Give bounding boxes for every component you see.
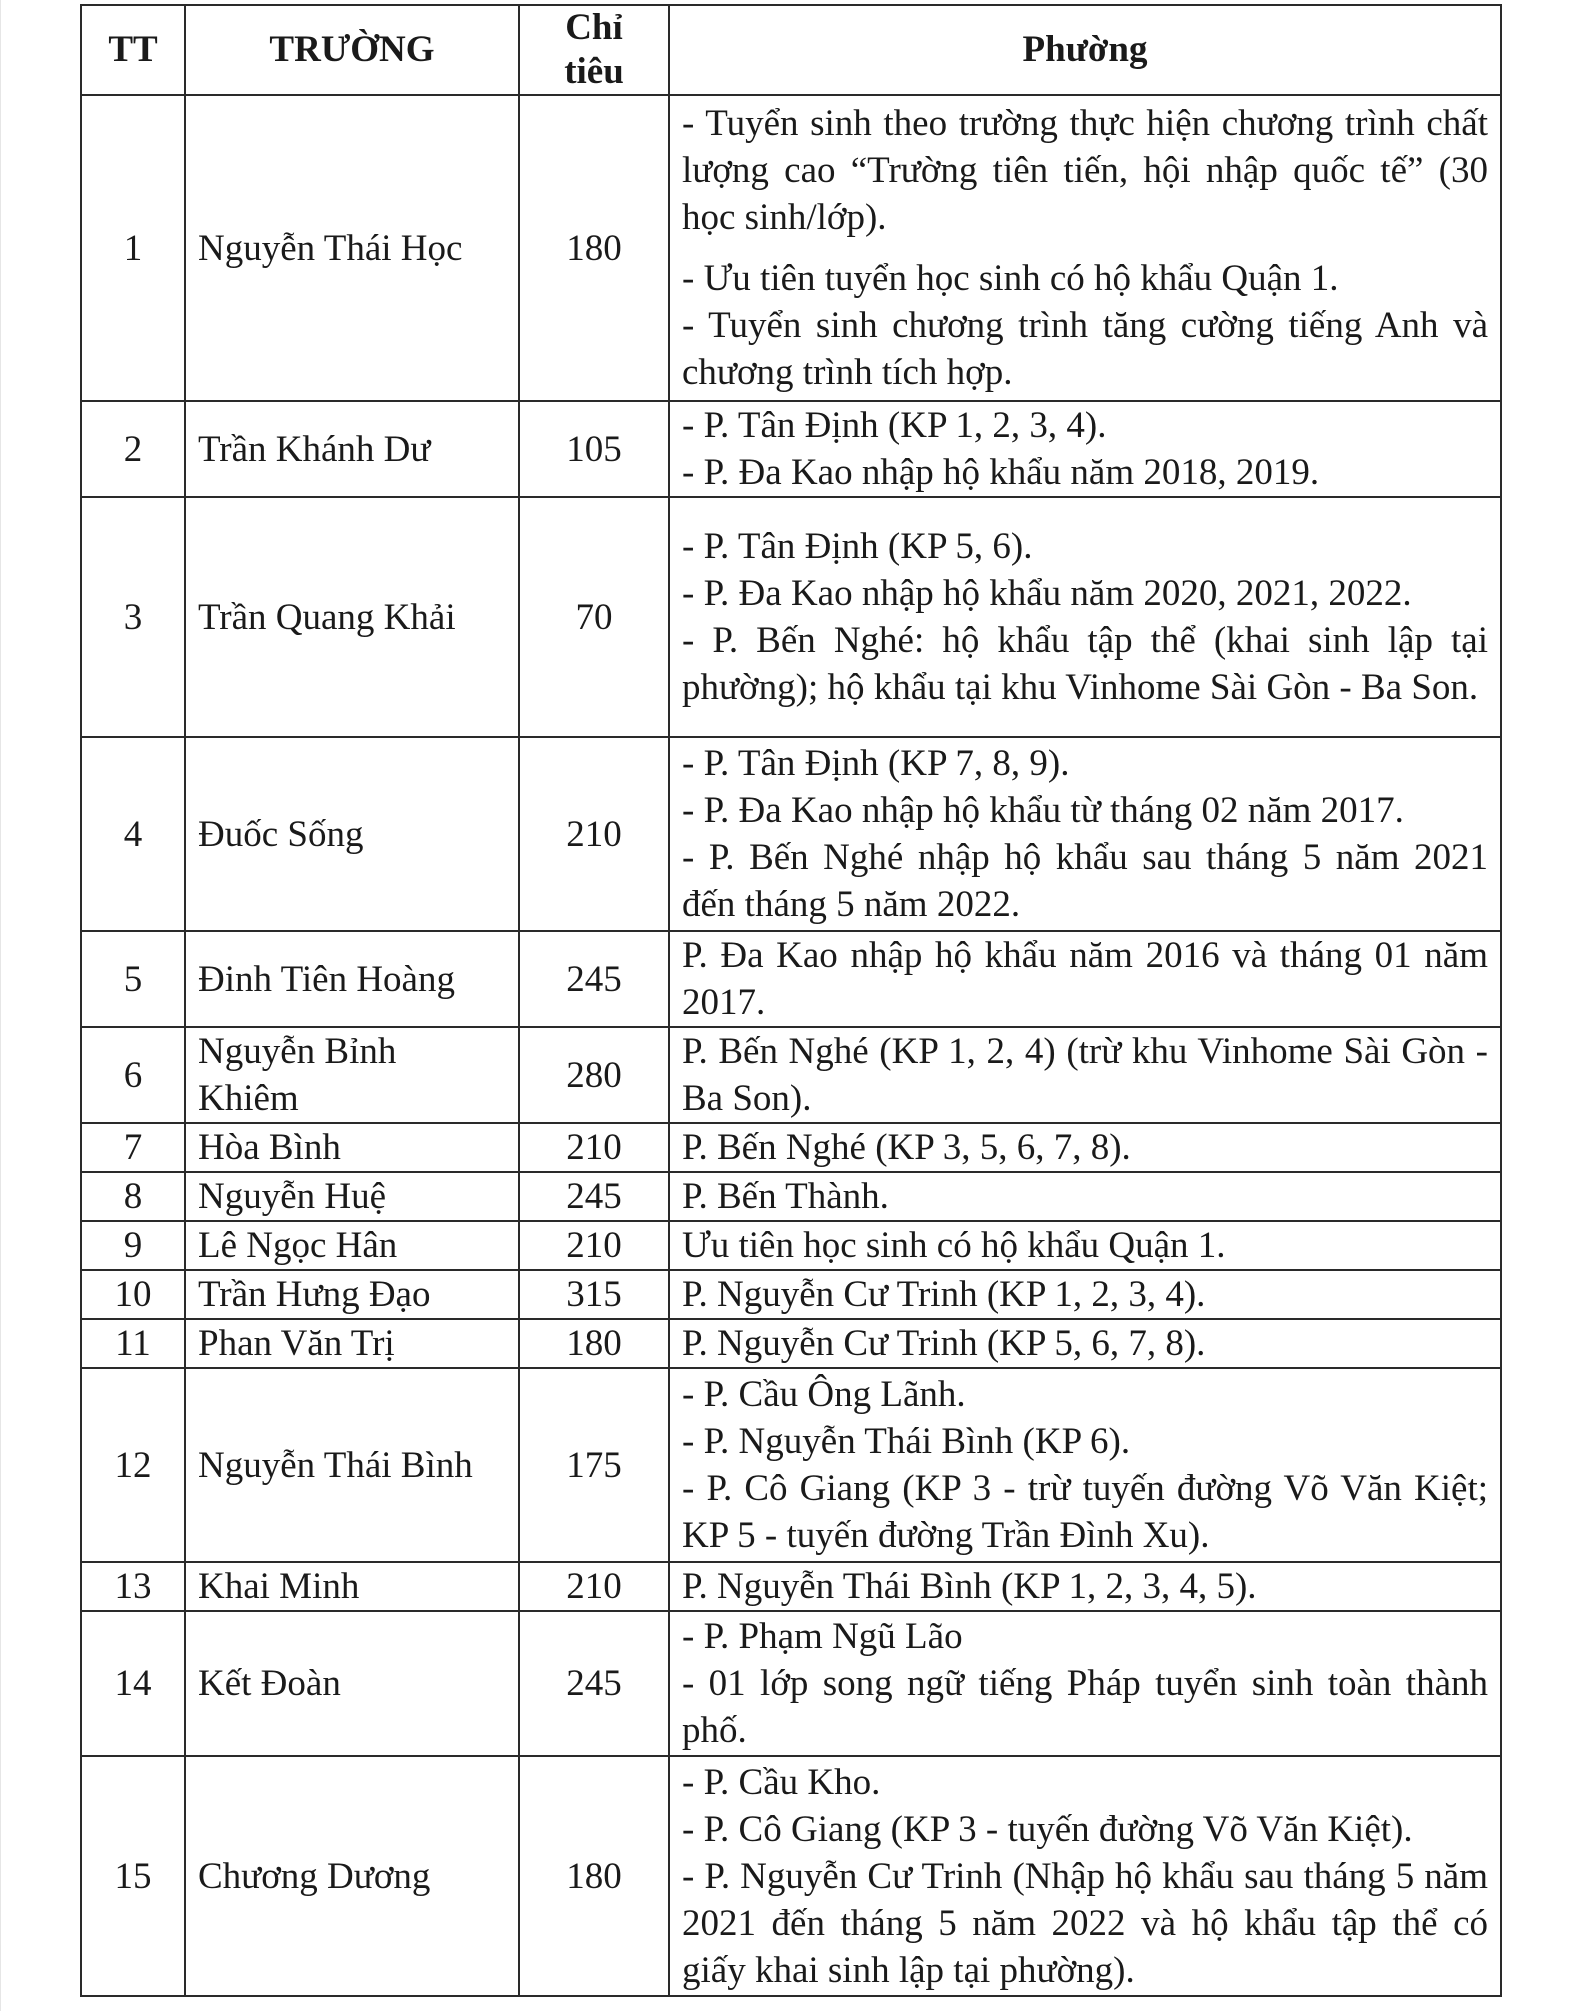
ward-cell [669,1027,1501,1123]
quota-value: 210 [519,1123,669,1172]
ward-line: - P. Nguyễn Cư Trinh (Nhập hộ khẩu sau tháng 5 năm 2021 đến tháng 5 năm 2022 và hộ khẩu tập thể có giấy khai sinh lập tại phường). [682,1855,1488,1991]
row-number: 9 [81,1221,185,1270]
quota-value: 210 [519,737,669,931]
row-number: 3 [81,497,185,737]
ward-line: - P. Bến Nghé: hộ khẩu tập thể (khai sinh lập tại phường); hộ khẩu tại khu Vinhome Sài Gòn - Ba Son. [682,620,1488,708]
table-row [81,1270,1501,1319]
table-row [81,1562,1501,1611]
ward-line: - P. Đa Kao nhập hộ khẩu năm 2020, 2021, 2022. [682,573,1412,614]
ward-cell [669,95,1501,401]
quota-value: 210 [519,1221,669,1270]
header-school: TRƯỜNG [185,5,519,95]
school-name: Nguyễn Huệ [185,1172,519,1221]
ward-line: - P. Bến Nghé nhập hộ khẩu sau tháng 5 năm 2021 đến tháng 5 năm 2022. [682,837,1488,925]
ward-cell [669,401,1501,497]
school-name: Đinh Tiên Hoàng [185,931,519,1027]
ward-cell [669,737,1501,931]
ward-line: - Ưu tiên tuyển học sinh có hộ khẩu Quận 1. [682,258,1339,299]
ward-line: Ưu tiên học sinh có hộ khẩu Quận 1. [682,1225,1226,1266]
ward-line: - P. Phạm Ngũ Lão [682,1616,963,1657]
table-row [81,1123,1501,1172]
ward-line: P. Nguyễn Cư Trinh (KP 5, 6, 7, 8). [682,1323,1206,1364]
ward-cell [669,1270,1501,1319]
ward-line: - P. Đa Kao nhập hộ khẩu từ tháng 02 năm 2017. [682,790,1404,831]
table-row [81,1319,1501,1368]
quota-value: 180 [519,1756,669,1996]
row-number: 7 [81,1123,185,1172]
school-enrollment-table [80,4,1502,1997]
quota-value: 70 [519,497,669,737]
ward-cell [669,931,1501,1027]
ward-cell [669,1756,1501,1996]
ward-line: - P. Tân Định (KP 7, 8, 9). [682,743,1070,784]
school-name: Khai Minh [185,1562,519,1611]
ward-cell [669,497,1501,737]
ward-line: - P. Nguyễn Thái Bình (KP 6). [682,1421,1131,1462]
quota-value: 105 [519,401,669,497]
table-row [81,1172,1501,1221]
school-name: Kết Đoàn [185,1611,519,1756]
header-row [81,5,1501,95]
school-name: Trần Hưng Đạo [185,1270,519,1319]
ward-line: P. Đa Kao nhập hộ khẩu năm 2016 và tháng 01 năm 2017. [682,935,1488,1023]
ward-line: P. Nguyễn Thái Bình (KP 1, 2, 3, 4, 5). [682,1566,1257,1607]
ward-cell [669,1172,1501,1221]
header-tt: TT [81,5,185,95]
quota-value: 245 [519,1611,669,1756]
row-number: 12 [81,1368,185,1562]
ward-line: P. Nguyễn Cư Trinh (KP 1, 2, 3, 4). [682,1274,1206,1315]
header-ward: Phường [669,5,1501,95]
ward-cell [669,1123,1501,1172]
ward-line: - P. Tân Định (KP 5, 6). [682,526,1033,567]
school-name: Nguyễn Bỉnh Khiêm [185,1027,519,1123]
row-number: 11 [81,1319,185,1368]
ward-line: P. Bến Nghé (KP 3, 5, 6, 7, 8). [682,1127,1131,1168]
paragraph-gap [682,241,1488,255]
ward-cell [669,1221,1501,1270]
table-row [81,931,1501,1027]
row-number: 10 [81,1270,185,1319]
school-name: Trần Khánh Dư [185,401,519,497]
table-row [81,737,1501,931]
ward-line: - Tuyển sinh theo trường thực hiện chương trình chất lượng cao “Trường tiên tiến, hội nhập quốc tế” (30 học sinh/lớp). [682,103,1488,238]
ward-line: - P. Đa Kao nhập hộ khẩu năm 2018, 2019. [682,452,1320,493]
ward-line: P. Bến Thành. [682,1176,889,1217]
ward-cell [669,1562,1501,1611]
row-number: 8 [81,1172,185,1221]
header-quota: Chỉ tiêu [519,5,669,95]
school-name: Hòa Bình [185,1123,519,1172]
ward-line: P. Bến Nghé (KP 1, 2, 4) (trừ khu Vinhome Sài Gòn - Ba Son). [682,1031,1488,1119]
row-number: 4 [81,737,185,931]
ward-line: - P. Cầu Kho. [682,1761,881,1803]
quota-value: 180 [519,95,669,401]
quota-value: 315 [519,1270,669,1319]
school-name: Lê Ngọc Hân [185,1221,519,1270]
quota-value: 175 [519,1368,669,1562]
table-row [81,1368,1501,1562]
row-number: 14 [81,1611,185,1756]
school-name: Trần Quang Khải [185,497,519,737]
table-row [81,401,1501,497]
ward-line: - Tuyển sinh chương trình tăng cường tiếng Anh và chương trình tích hợp. [682,305,1488,393]
table-row [81,1221,1501,1270]
row-number: 13 [81,1562,185,1611]
table-row [81,497,1501,737]
quota-value: 180 [519,1319,669,1368]
ward-line: - P. Cầu Ông Lãnh. [682,1374,966,1415]
school-name: Đuốc Sống [185,737,519,931]
ward-cell [669,1368,1501,1562]
row-number: 6 [81,1027,185,1123]
row-number: 15 [81,1756,185,1996]
ward-line: - P. Cô Giang (KP 3 - tuyến đường Võ Văn Kiệt). [682,1808,1413,1850]
school-name: Chương Dương [185,1756,519,1996]
table-row [81,1756,1501,1996]
quota-value: 245 [519,1172,669,1221]
ward-cell [669,1611,1501,1756]
row-number: 1 [81,95,185,401]
row-number: 5 [81,931,185,1027]
row-number: 2 [81,401,185,497]
school-name: Nguyễn Thái Bình [185,1368,519,1562]
table-row [81,1611,1501,1756]
table-body [81,95,1501,1996]
school-name: Nguyễn Thái Học [185,95,519,401]
ward-cell [669,1319,1501,1368]
quota-value: 245 [519,931,669,1027]
quota-value: 210 [519,1562,669,1611]
table-row [81,1027,1501,1123]
quota-value: 280 [519,1027,669,1123]
school-name: Phan Văn Trị [185,1319,519,1368]
ward-line: - 01 lớp song ngữ tiếng Pháp tuyển sinh toàn thành phố. [682,1663,1488,1751]
table-row [81,95,1501,401]
ward-line: - P. Cô Giang (KP 3 - trừ tuyến đường Võ Văn Kiệt; KP 5 - tuyến đường Trần Đình Xu). [682,1468,1488,1556]
ward-line: - P. Tân Định (KP 1, 2, 3, 4). [682,405,1107,446]
